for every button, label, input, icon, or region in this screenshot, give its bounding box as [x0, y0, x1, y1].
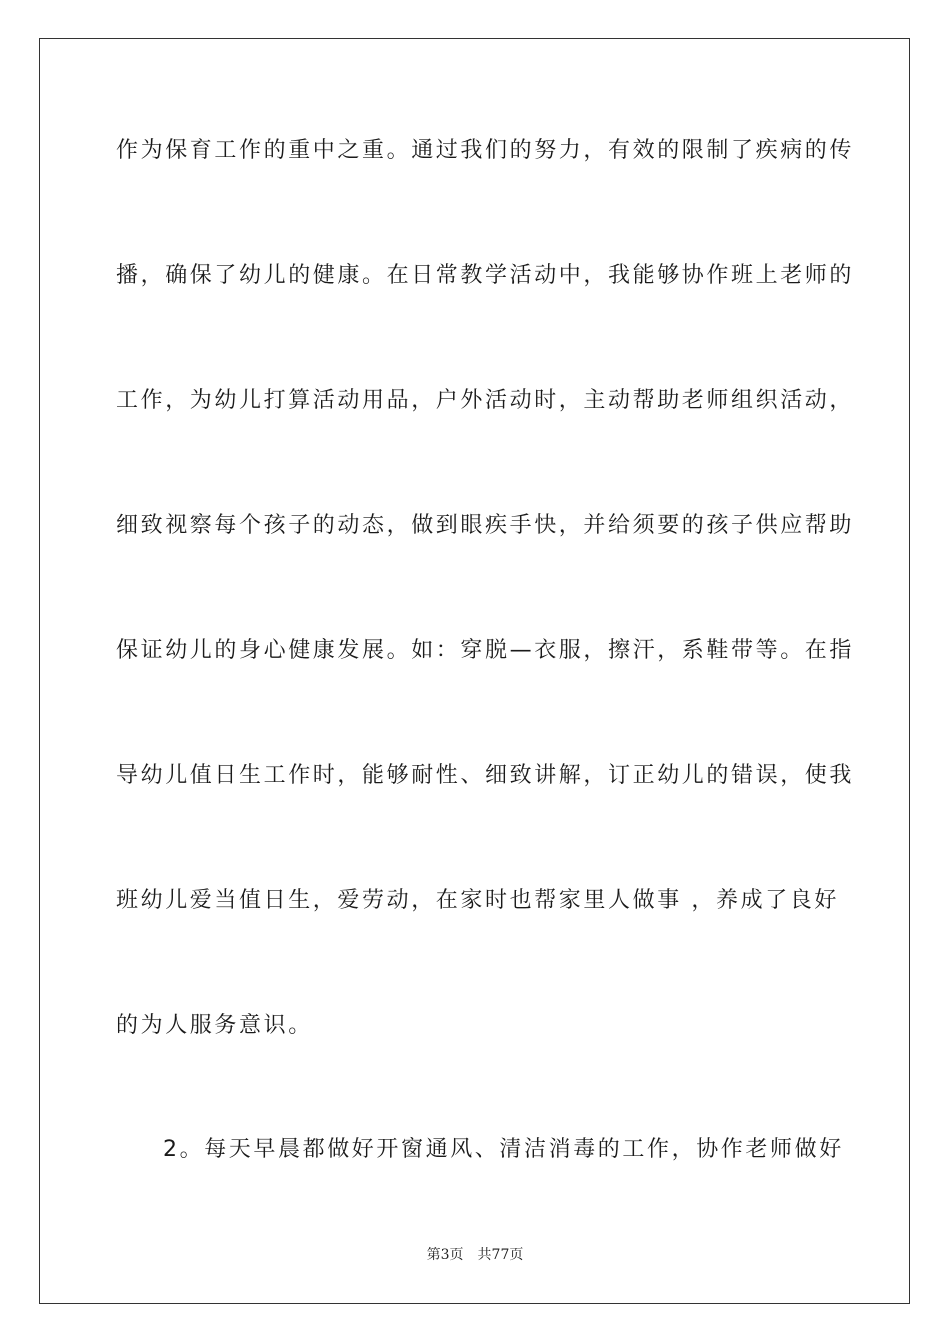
- body-text-line: 班幼儿爱当值日生，爱劳动，在家时也帮家里人做事 ，养成了良好: [116, 888, 839, 913]
- page-footer: [0, 1246, 950, 1264]
- page-border: [39, 38, 910, 1304]
- page-number: 第3页: [426, 1247, 464, 1263]
- body-text-line: 保证幼儿的身心健康发展。如：穿脱—衣服，擦汗，系鞋带等。在指: [116, 638, 855, 663]
- body-text-line: 的为人服务意识。: [116, 1013, 313, 1038]
- body-text-line: 播，确保了幼儿的健康。在日常教学活动中，我能够协作班上老师的: [116, 263, 855, 288]
- total-pages: 共77页: [477, 1247, 524, 1263]
- body-text-line: 工作，为幼儿打算活动用品，户外活动时，主动帮助老师组织活动，: [116, 388, 855, 413]
- body-text-line: 作为保育工作的重中之重。通过我们的努力，有效的限制了疾病的传: [116, 138, 855, 163]
- body-text-line: 细致视察每个孩子的动态，做到眼疾手快，并给须要的孩子供应帮助: [116, 513, 855, 538]
- body-text-line: 2。每天早晨都做好开窗通风、清洁消毒的工作，协作老师做好: [163, 1137, 844, 1162]
- body-text-line: 导幼儿值日生工作时，能够耐性、细致讲解，订正幼儿的错误，使我: [116, 763, 855, 788]
